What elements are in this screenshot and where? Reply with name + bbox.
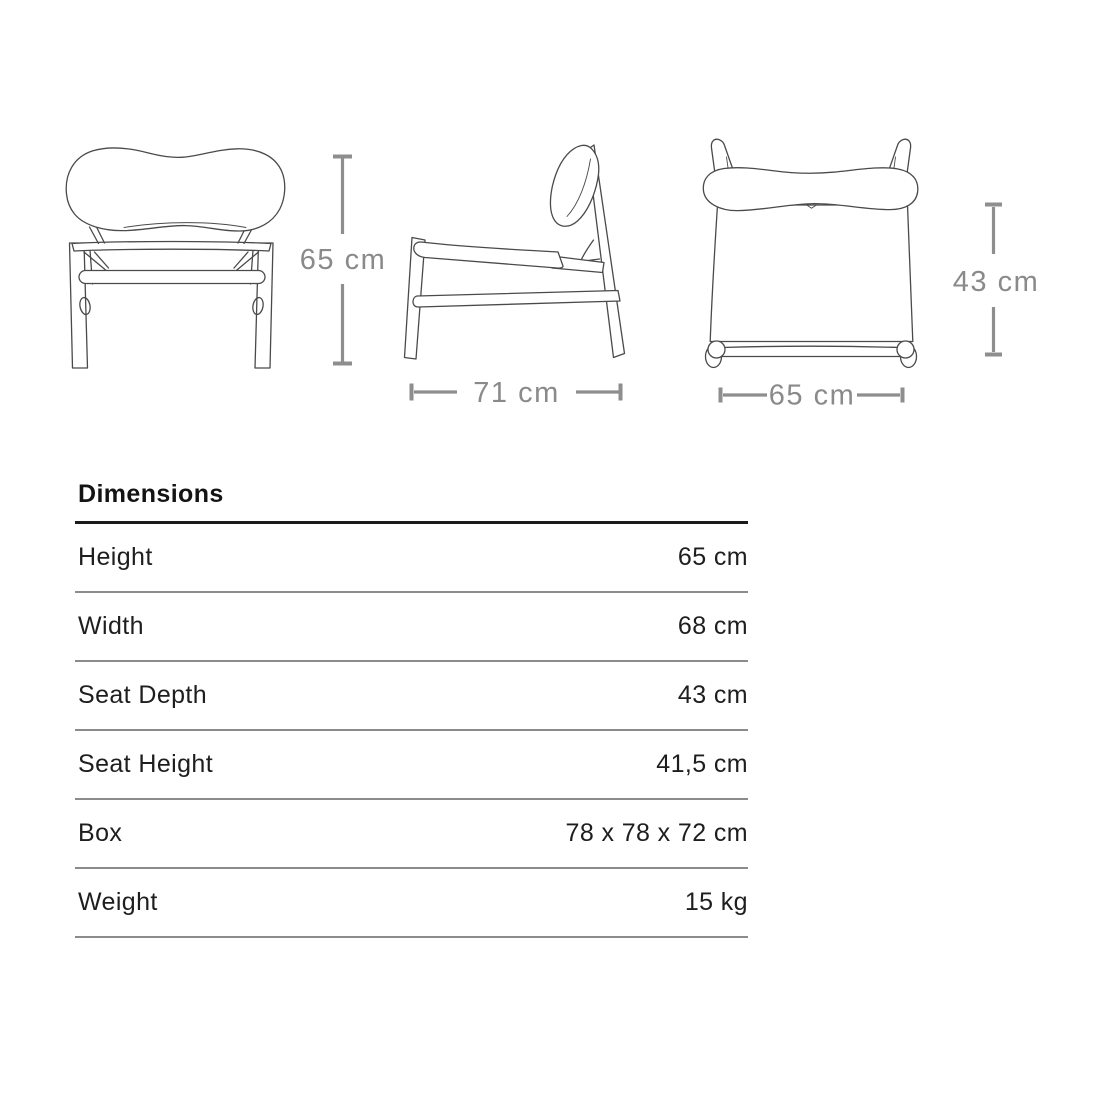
table-row [75,800,748,869]
spec-label: Seat Height [78,750,214,778]
chair-front-view-drawing [50,130,390,380]
chair-top-view-drawing [690,130,1050,420]
side-backrest-pad [550,145,598,226]
front-backrest [66,148,285,231]
spec-value: 78 x 78 x 72 cm [565,819,748,847]
spec-value: 65 cm [677,543,748,571]
side-bracket [581,240,600,262]
table-row [75,662,748,731]
dimensions-table [75,470,748,938]
chair-side-view-drawing [390,130,640,420]
front-stretcher [79,271,265,284]
top-right-knob [897,341,914,358]
spec-value: 41,5 cm [656,750,748,778]
top-seat [710,205,913,342]
top-seat-depth-dimension [953,205,1039,355]
spec-label: Weight [78,888,158,916]
side-depth-dimension [412,377,621,409]
side-depth-label: 71 cm [473,377,560,409]
front-height-dimension [300,157,386,364]
front-chair-line-art [66,148,285,368]
front-right-leg [255,243,273,368]
spec-label: Box [78,819,123,847]
spec-value: 68 cm [677,612,748,640]
table-title: Dimensions [78,480,224,508]
top-backrest [703,168,918,211]
top-chair-line-art [703,139,918,367]
top-left-knob [708,341,725,358]
front-corner-braces [84,252,259,272]
table-row [75,524,748,593]
spec-label: Width [78,612,144,640]
spec-value: 43 cm [677,681,748,709]
table-row [75,869,748,938]
spec-label: Seat Depth [78,681,208,709]
top-width-label: 65 cm [768,379,856,412]
front-height-label: 65 cm [299,244,387,276]
side-chair-line-art [405,145,625,359]
top-front-rail [722,346,900,356]
spec-label: Height [78,543,153,571]
top-seat-depth-label: 43 cm [952,266,1040,298]
top-width-dimension [721,380,903,412]
front-seat-edge [72,241,271,251]
spec-value: 15 kg [684,888,748,916]
table-row [75,731,748,800]
table-row [75,593,748,662]
side-stretcher [413,291,620,308]
front-left-leg [70,243,88,368]
side-seat-cushion [414,242,563,268]
